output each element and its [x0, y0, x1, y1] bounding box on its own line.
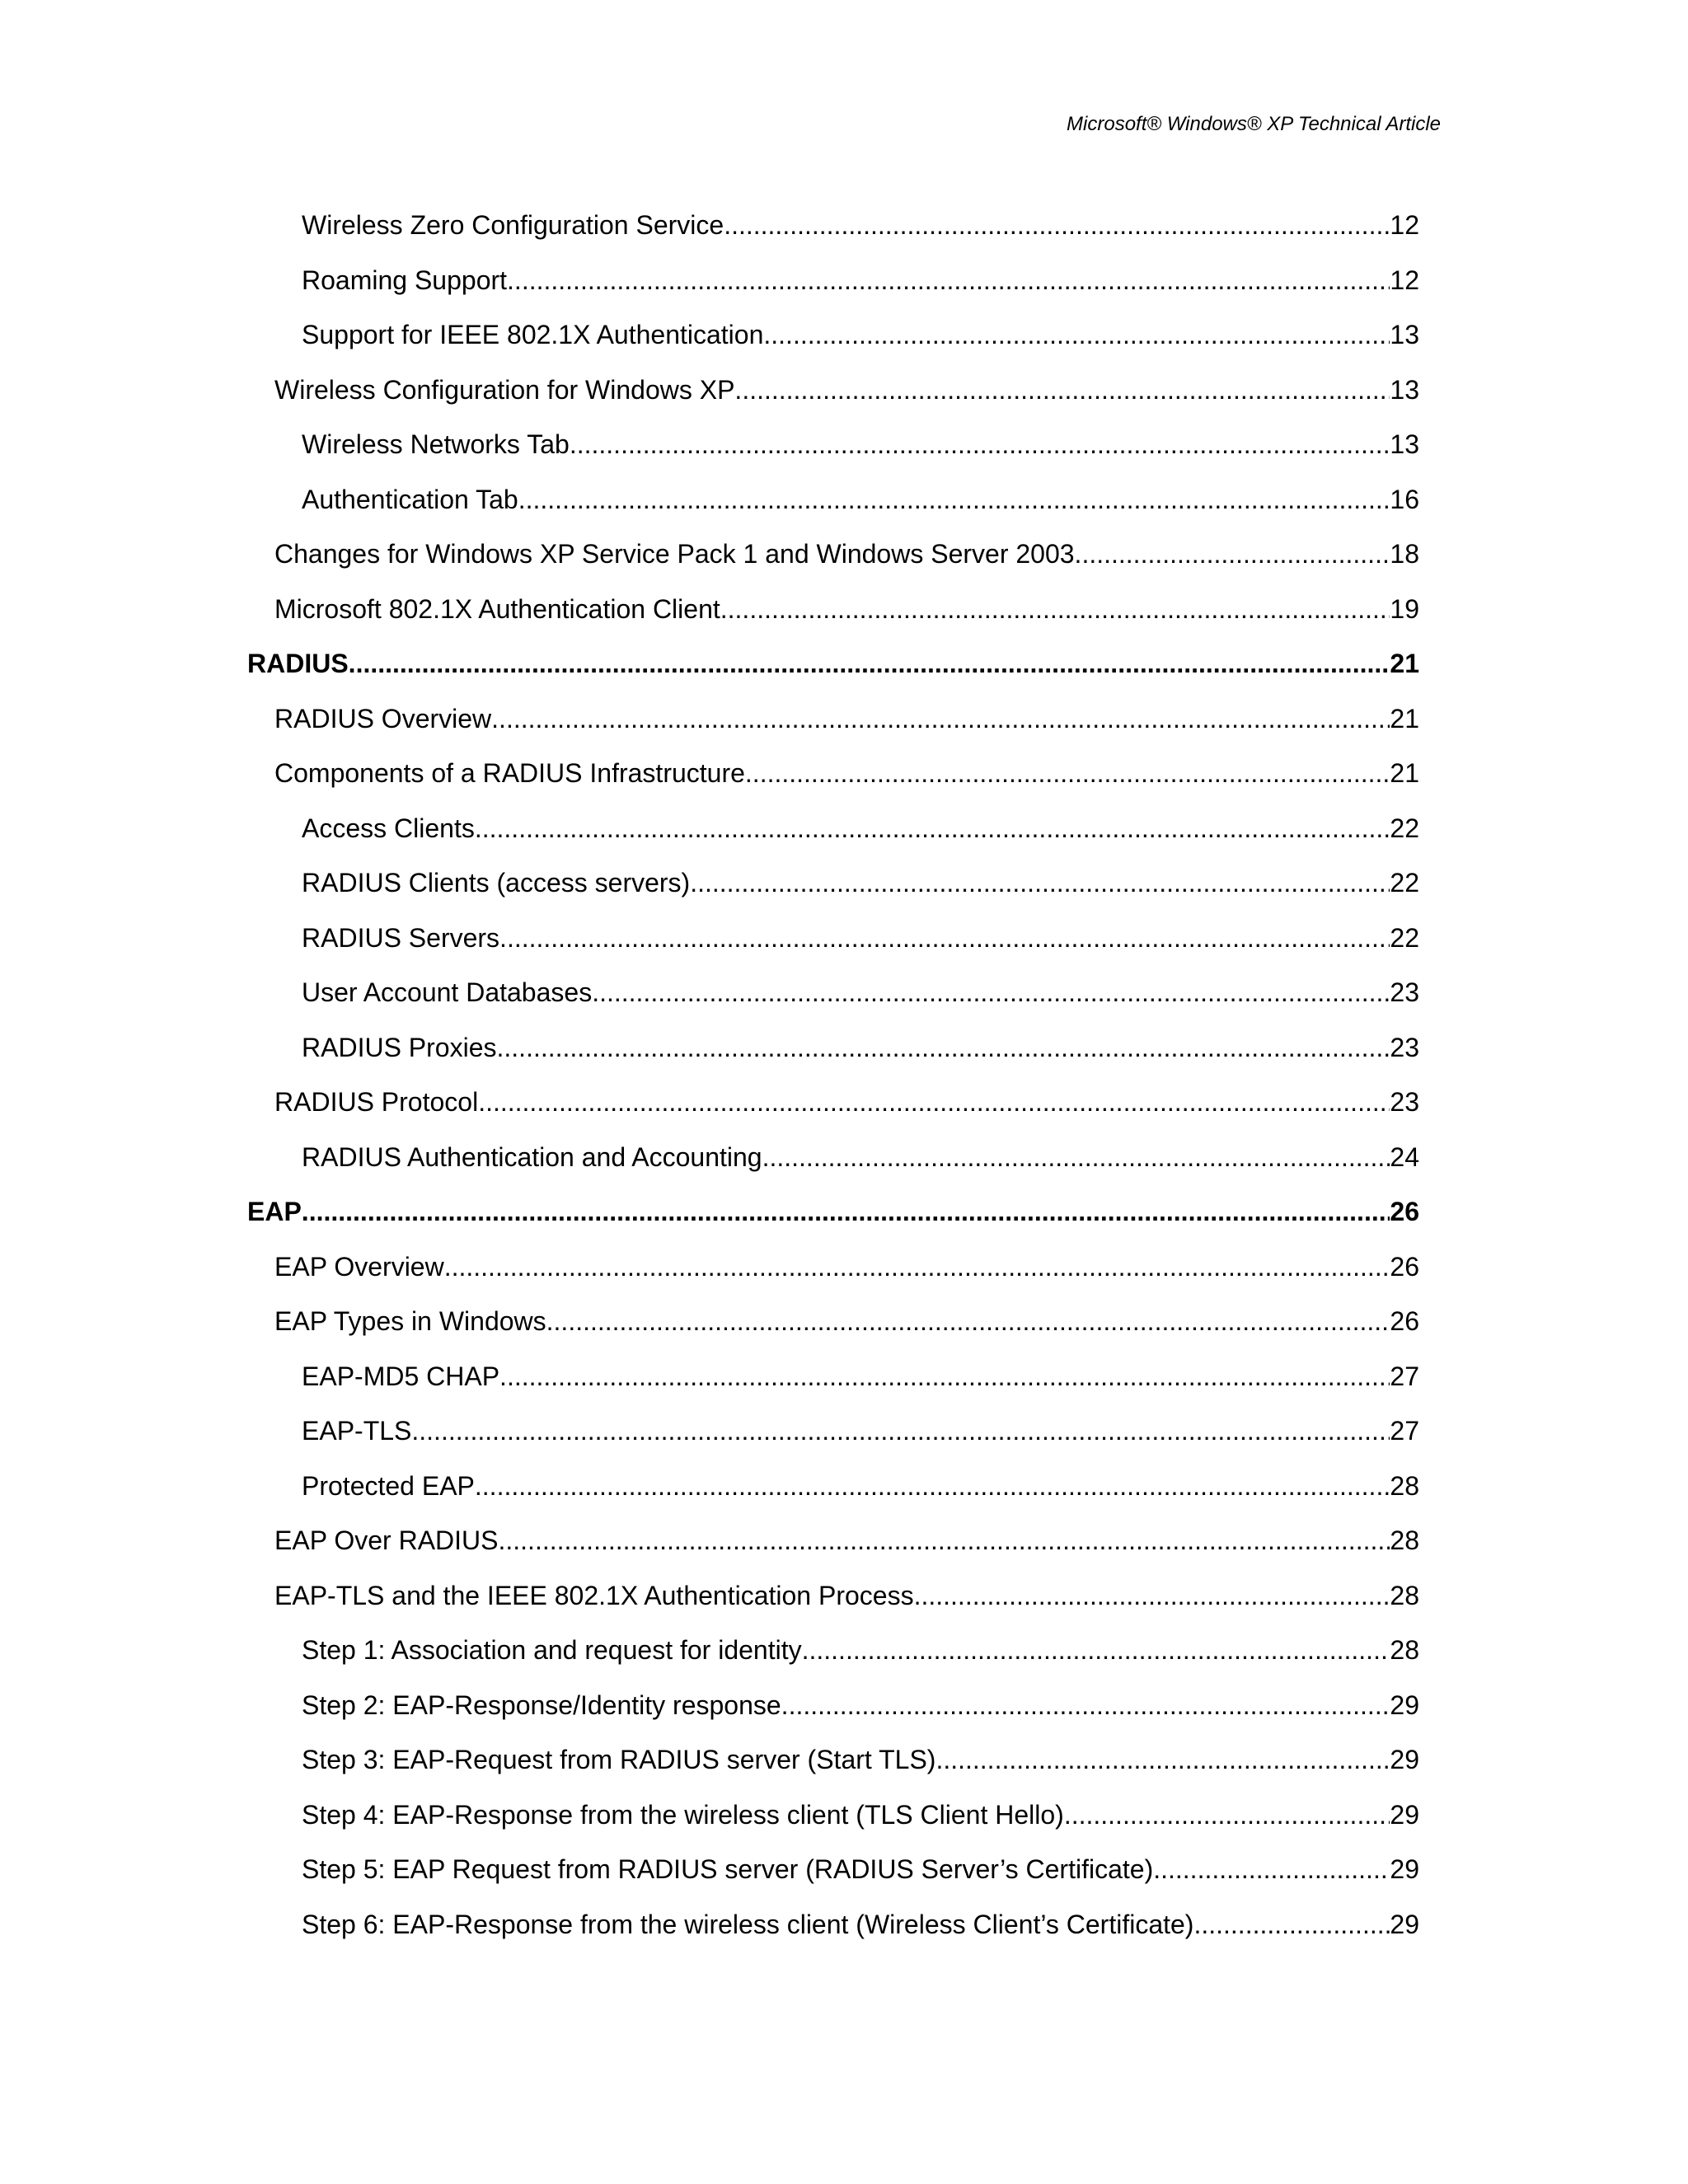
- toc-entry-title: Access Clients: [302, 813, 475, 843]
- toc-dot-leader: [302, 1184, 1390, 1240]
- toc-dot-leader: [349, 636, 1390, 691]
- toc-entry-page-number: 28: [1390, 1526, 1419, 1555]
- toc-entry-page-number: 12: [1390, 210, 1419, 240]
- toc-entry-title: Step 1: Association and request for identity: [302, 1635, 802, 1665]
- toc-dot-leader: [499, 911, 1390, 966]
- toc-entry[interactable]: [247, 746, 1419, 801]
- toc-entry-title: EAP Over RADIUS: [274, 1526, 499, 1555]
- toc-entry-title: Step 3: EAP-Request from RADIUS server (Start TLS): [302, 1745, 936, 1774]
- toc-entry-page-number: 21: [1390, 649, 1419, 678]
- toc-entry[interactable]: [247, 636, 1419, 691]
- toc-entry[interactable]: [247, 1568, 1419, 1624]
- toc-dot-leader: [1064, 1788, 1390, 1843]
- toc-dot-leader: [592, 965, 1390, 1020]
- toc-entry-title: Wireless Zero Configuration Service: [302, 210, 724, 240]
- toc-entry-title: Wireless Configuration for Windows XP: [274, 374, 735, 405]
- toc-entry[interactable]: [247, 253, 1419, 308]
- toc-entry-title: RADIUS Protocol: [274, 1087, 479, 1117]
- toc-dot-leader: [935, 1732, 1390, 1788]
- toc-entry-page-number: 29: [1390, 1854, 1419, 1884]
- toc-entry-page-number: 16: [1390, 484, 1419, 514]
- page-header: Microsoft® Windows® XP Technical Article: [1067, 113, 1441, 135]
- toc-dot-leader: [914, 1568, 1390, 1624]
- toc-dot-leader: [1075, 527, 1390, 582]
- toc-dot-leader: [499, 1349, 1390, 1404]
- toc-entry-page-number: 22: [1390, 922, 1419, 953]
- toc-entry-title: EAP-MD5 CHAP: [302, 1361, 500, 1391]
- toc-dot-leader: [720, 582, 1390, 637]
- toc-entry[interactable]: [247, 1184, 1419, 1240]
- toc-entry-page-number: 27: [1390, 1416, 1419, 1446]
- toc-entry-page-number: 28: [1390, 1635, 1419, 1665]
- toc-entry-page-number: 26: [1390, 1251, 1419, 1282]
- toc-entry-title: RADIUS Overview: [274, 703, 492, 733]
- toc-entry[interactable]: [247, 1349, 1419, 1404]
- toc-entry[interactable]: [247, 1294, 1419, 1349]
- toc-entry-page-number: 28: [1390, 1470, 1419, 1501]
- toc-entry-page-number: 21: [1390, 758, 1419, 788]
- toc-entry-page-number: 22: [1390, 813, 1419, 843]
- toc-entry-page-number: 26: [1390, 1197, 1419, 1226]
- toc-entry[interactable]: [247, 1404, 1419, 1459]
- toc-entry[interactable]: [247, 472, 1419, 527]
- toc-dot-leader: [475, 1459, 1390, 1514]
- toc-entry-title: Changes for Windows XP Service Pack 1 and Windows Server 2003: [274, 539, 1075, 569]
- toc-entry[interactable]: [247, 417, 1419, 472]
- toc-entry[interactable]: [247, 363, 1419, 418]
- toc-dot-leader: [546, 1294, 1390, 1349]
- toc-dot-leader: [690, 855, 1390, 911]
- toc-entry[interactable]: [247, 1897, 1419, 1952]
- toc-entry-title: Support for IEEE 802.1X Authentication: [302, 320, 764, 349]
- table-of-contents: [247, 198, 1419, 1952]
- toc-dot-leader: [781, 1678, 1390, 1733]
- toc-dot-leader: [1153, 1842, 1390, 1897]
- toc-entry-title: Components of a RADIUS Infrastructure: [274, 758, 745, 788]
- toc-entry-page-number: 23: [1390, 1032, 1419, 1062]
- toc-entry-page-number: 29: [1390, 1745, 1419, 1774]
- toc-entry-title: Roaming Support: [302, 265, 508, 295]
- toc-entry-page-number: 24: [1390, 1141, 1419, 1172]
- toc-dot-leader: [1193, 1897, 1390, 1952]
- toc-entry-title: EAP Types in Windows: [274, 1306, 546, 1336]
- toc-entry-page-number: 19: [1390, 593, 1419, 624]
- toc-entry[interactable]: [247, 1732, 1419, 1788]
- toc-dot-leader: [498, 1513, 1390, 1568]
- toc-dot-leader: [763, 307, 1390, 363]
- toc-dot-leader: [444, 1240, 1390, 1295]
- toc-entry-page-number: 18: [1390, 539, 1419, 569]
- toc-entry[interactable]: [247, 1788, 1419, 1843]
- toc-entry-title: RADIUS Servers: [302, 922, 500, 953]
- toc-entry-title: Step 2: EAP-Response/Identity response: [302, 1690, 781, 1720]
- toc-dot-leader: [734, 363, 1390, 418]
- toc-dot-leader: [497, 1020, 1390, 1076]
- toc-entry-page-number: 13: [1390, 429, 1419, 459]
- toc-entry-title: RADIUS Proxies: [302, 1032, 497, 1062]
- toc-dot-leader: [478, 1075, 1390, 1130]
- toc-dot-leader: [411, 1404, 1390, 1459]
- toc-dot-leader: [491, 691, 1390, 747]
- toc-entry-title: EAP Overview: [274, 1251, 444, 1282]
- toc-entry[interactable]: [247, 582, 1419, 637]
- toc-dot-leader: [724, 198, 1390, 253]
- toc-entry[interactable]: [247, 911, 1419, 966]
- toc-dot-leader: [475, 801, 1390, 856]
- toc-entry-title: User Account Databases: [302, 977, 593, 1007]
- toc-entry[interactable]: [247, 1130, 1419, 1185]
- toc-entry[interactable]: [247, 1842, 1419, 1897]
- toc-entry[interactable]: [247, 1623, 1419, 1678]
- toc-entry-title: EAP: [247, 1197, 302, 1226]
- toc-entry-page-number: 23: [1390, 977, 1419, 1007]
- toc-entry-page-number: 26: [1390, 1306, 1419, 1336]
- toc-entry-title: Wireless Networks Tab: [302, 429, 570, 459]
- toc-entry-title: Step 6: EAP-Response from the wireless client (Wireless Client’s Certificate): [302, 1909, 1194, 1939]
- toc-entry-title: EAP-TLS: [302, 1416, 412, 1446]
- toc-entry[interactable]: [247, 307, 1419, 363]
- toc-entry[interactable]: [247, 965, 1419, 1020]
- toc-entry-title: Step 4: EAP-Response from the wireless client (TLS Client Hello): [302, 1799, 1064, 1830]
- toc-entry[interactable]: [247, 855, 1419, 911]
- toc-entry-title: RADIUS Authentication and Accounting: [302, 1141, 762, 1172]
- toc-entry[interactable]: [247, 1240, 1419, 1295]
- toc-dot-leader: [745, 746, 1390, 801]
- toc-entry-title: Protected EAP: [302, 1470, 475, 1501]
- toc-dot-leader: [802, 1623, 1390, 1678]
- toc-dot-leader: [762, 1130, 1390, 1185]
- toc-entry-title: Authentication Tab: [302, 484, 518, 514]
- toc-entry[interactable]: [247, 1513, 1419, 1568]
- toc-entry[interactable]: [247, 527, 1419, 582]
- toc-entry-page-number: 29: [1390, 1799, 1419, 1830]
- toc-entry-title: RADIUS: [247, 649, 349, 678]
- toc-entry[interactable]: [247, 801, 1419, 856]
- toc-entry[interactable]: [247, 1459, 1419, 1514]
- toc-entry-page-number: 12: [1390, 265, 1419, 295]
- toc-entry-page-number: 21: [1390, 703, 1419, 733]
- toc-entry-title: EAP-TLS and the IEEE 802.1X Authentication Process: [274, 1580, 914, 1610]
- toc-dot-leader: [507, 253, 1390, 308]
- toc-entry-page-number: 23: [1390, 1087, 1419, 1117]
- toc-entry-title: RADIUS Clients (access servers): [302, 868, 691, 898]
- toc-entry-title: Step 5: EAP Request from RADIUS server (RADIUS Server’s Certificate): [302, 1854, 1154, 1884]
- toc-entry[interactable]: [247, 198, 1419, 253]
- toc-entry-page-number: 13: [1390, 374, 1419, 405]
- toc-entry[interactable]: [247, 691, 1419, 747]
- toc-dot-leader: [518, 472, 1390, 527]
- toc-entry-page-number: 29: [1390, 1690, 1419, 1720]
- toc-entry-page-number: 27: [1390, 1361, 1419, 1391]
- toc-entry-page-number: 22: [1390, 868, 1419, 898]
- toc-entry[interactable]: [247, 1678, 1419, 1733]
- toc-entry[interactable]: [247, 1020, 1419, 1076]
- toc-dot-leader: [570, 417, 1390, 472]
- toc-entry-page-number: 29: [1390, 1909, 1419, 1939]
- toc-entry[interactable]: [247, 1075, 1419, 1130]
- toc-entry-page-number: 28: [1390, 1580, 1419, 1610]
- toc-entry-page-number: 13: [1390, 320, 1419, 349]
- toc-entry-title: Microsoft 802.1X Authentication Client: [274, 593, 720, 624]
